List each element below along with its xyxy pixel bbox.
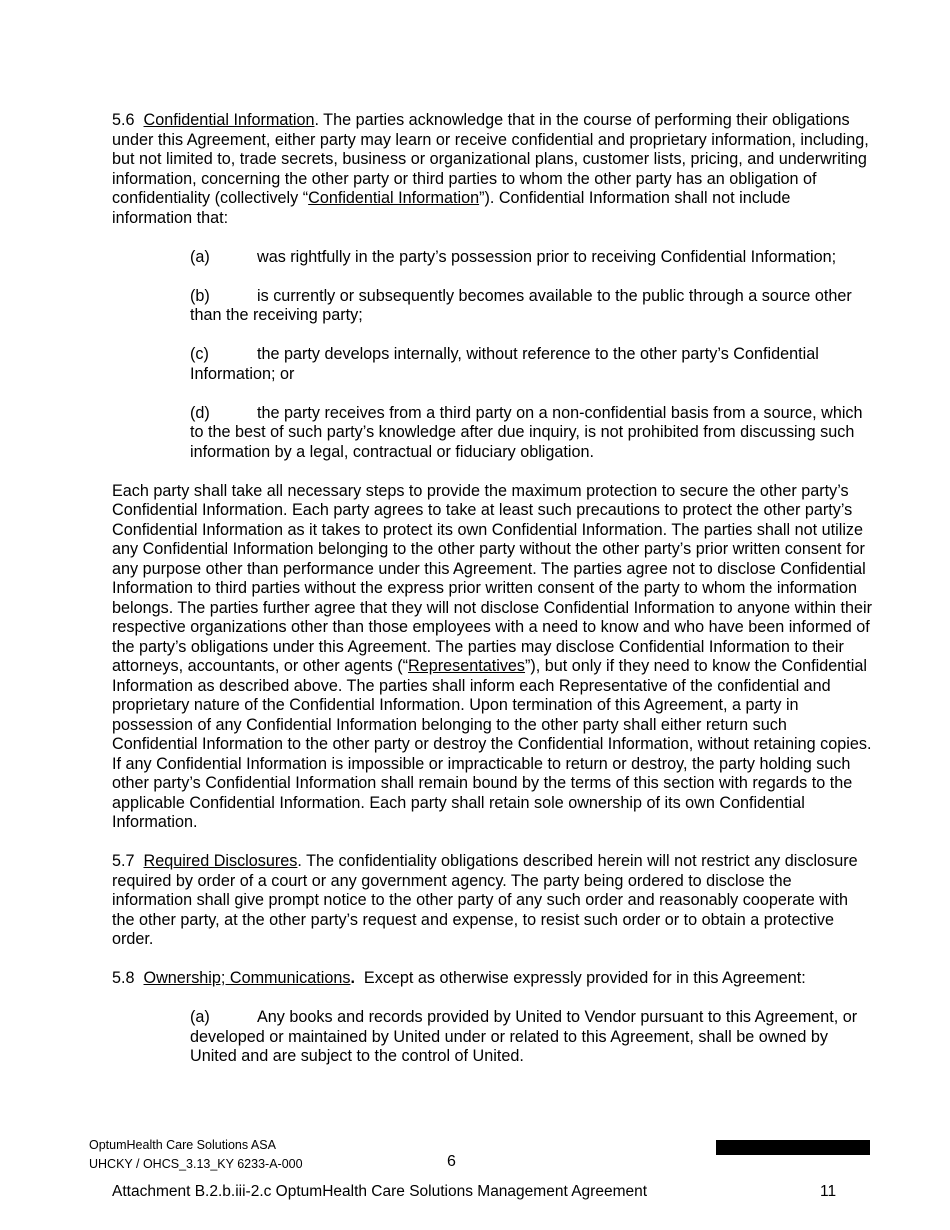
list-item: (a) Any books and records provided by United to Vendor pursuant to this Agreement, or developed or maintained by United under or related to this Agreement, shall be owned by United and are subject to the control of United. <box>190 1008 858 1065</box>
list-item: (b) is currently or subsequently becomes available to the public through a source other than the receiving party; <box>190 286 852 324</box>
list-item: (a) was rightfully in the party’s possession prior to receiving Confidential Information; <box>190 247 837 266</box>
section-title: Required Disclosures <box>143 852 298 870</box>
section-number: 5.8 <box>112 969 135 987</box>
section-title: Confidential Information <box>143 111 315 129</box>
attachment-title: Attachment B.2.b.iii-2.c OptumHealth Care Solutions Management Agreement <box>112 1183 648 1200</box>
footer-doc-code: UHCKY / OHCS_3.13_KY 6233-A-000 <box>89 1157 303 1171</box>
page-number: 6 <box>447 1153 456 1170</box>
defined-term: Confidential Information <box>308 189 480 207</box>
section-5-6-body: Each party shall take all necessary steps to provide the maximum protection to secure the other party’s Confidential Information. Each party agrees to take at least such precautions to protect the other party’s Confidential Information as it takes to protect its own Confidential Information. The parties shall not utilize any Confidential Information belonging to the other party without the other party’s prior written consent for any purpose other than performance under this Agreement. The parties agree not to disclose Confidential Information to third parties without the express prior written consent of the party to whom the information belongs. The parties further agree that they will not disclose Confidential Information to anyone within their respective organizations other than those employees with a need to know and who have been informed of the party’s obligations under this Agreement. The parties may disclose Confidential Information to their attorneys, accountants, or other agents (“Representatives”), but only if they need to know the Confidential Information as described above. The parties shall inform each Representative of the confidential and proprietary nature of the Confidential Information. Upon termination of this Agreement, a party in possession of any Confidential Information belonging to the other party shall either return such Confidential Information to the other party or destroy the Confidential Information, without retaining copies. If any Confidential Information is impossible or impracticable to return or destroy, the party holding such other party’s Confidential Information shall remain bound by the terms of this section with regards to the applicable Confidential Information. Each party shall retain sole ownership of its own Confidential Information. <box>112 481 873 831</box>
footer-identifier <box>89 1136 303 1174</box>
document-body <box>112 111 874 1086</box>
list-label: (c) <box>190 345 209 363</box>
defined-term: Representatives <box>408 657 526 675</box>
section-5-8: 5.8 Ownership; Communications. Except as otherwise expressly provided for in this Agreement: <box>112 969 806 987</box>
list-label: (a) <box>190 1008 210 1026</box>
footer-company: OptumHealth Care Solutions ASA <box>89 1138 276 1152</box>
section-5-7: 5.7 Required Disclosures. The confidentiality obligations described herein will not restrict any disclosure required by order of a court or any government agency. The party being ordered to disclose the information shall give prompt notice to the other party of any such order and reasonably cooperate with the other party, at the other party’s request and expense, to resist such order or to obtain a protective order. <box>112 852 858 948</box>
section-title: Ownership; Communications <box>143 969 351 987</box>
section-5-6-intro: 5.6 Confidential Information. The parties acknowledge that in the course of performing their obligations under this Agreement, either party may learn or receive confidential and proprietary information, including, but not limited to, trade secrets, business or organizational plans, customer lists, pricing, and underwriting information, concerning the other party or third parties to whom the other party has an obligation of confidentiality (collectively “Confidential Information”). Confidential Information shall not include information that: <box>112 111 869 227</box>
list-label: (b) <box>190 286 210 305</box>
section-number: 5.6 <box>112 111 135 129</box>
list-item: (d) the party receives from a third party on a non-confidential basis from a source, which to the best of such party’s knowledge after due inquiry, is not prohibited from discussing such information by a legal, contractual or fiduciary obligation. <box>190 403 863 461</box>
list-label: (a) <box>190 247 210 266</box>
list-item: (c) the party develops internally, without reference to the other party’s Confidential Information; or <box>190 345 819 383</box>
list-label: (d) <box>190 403 210 422</box>
attachment-page-number: 11 <box>820 1183 837 1200</box>
section-number: 5.7 <box>112 852 135 870</box>
redaction-bar <box>716 1140 870 1155</box>
